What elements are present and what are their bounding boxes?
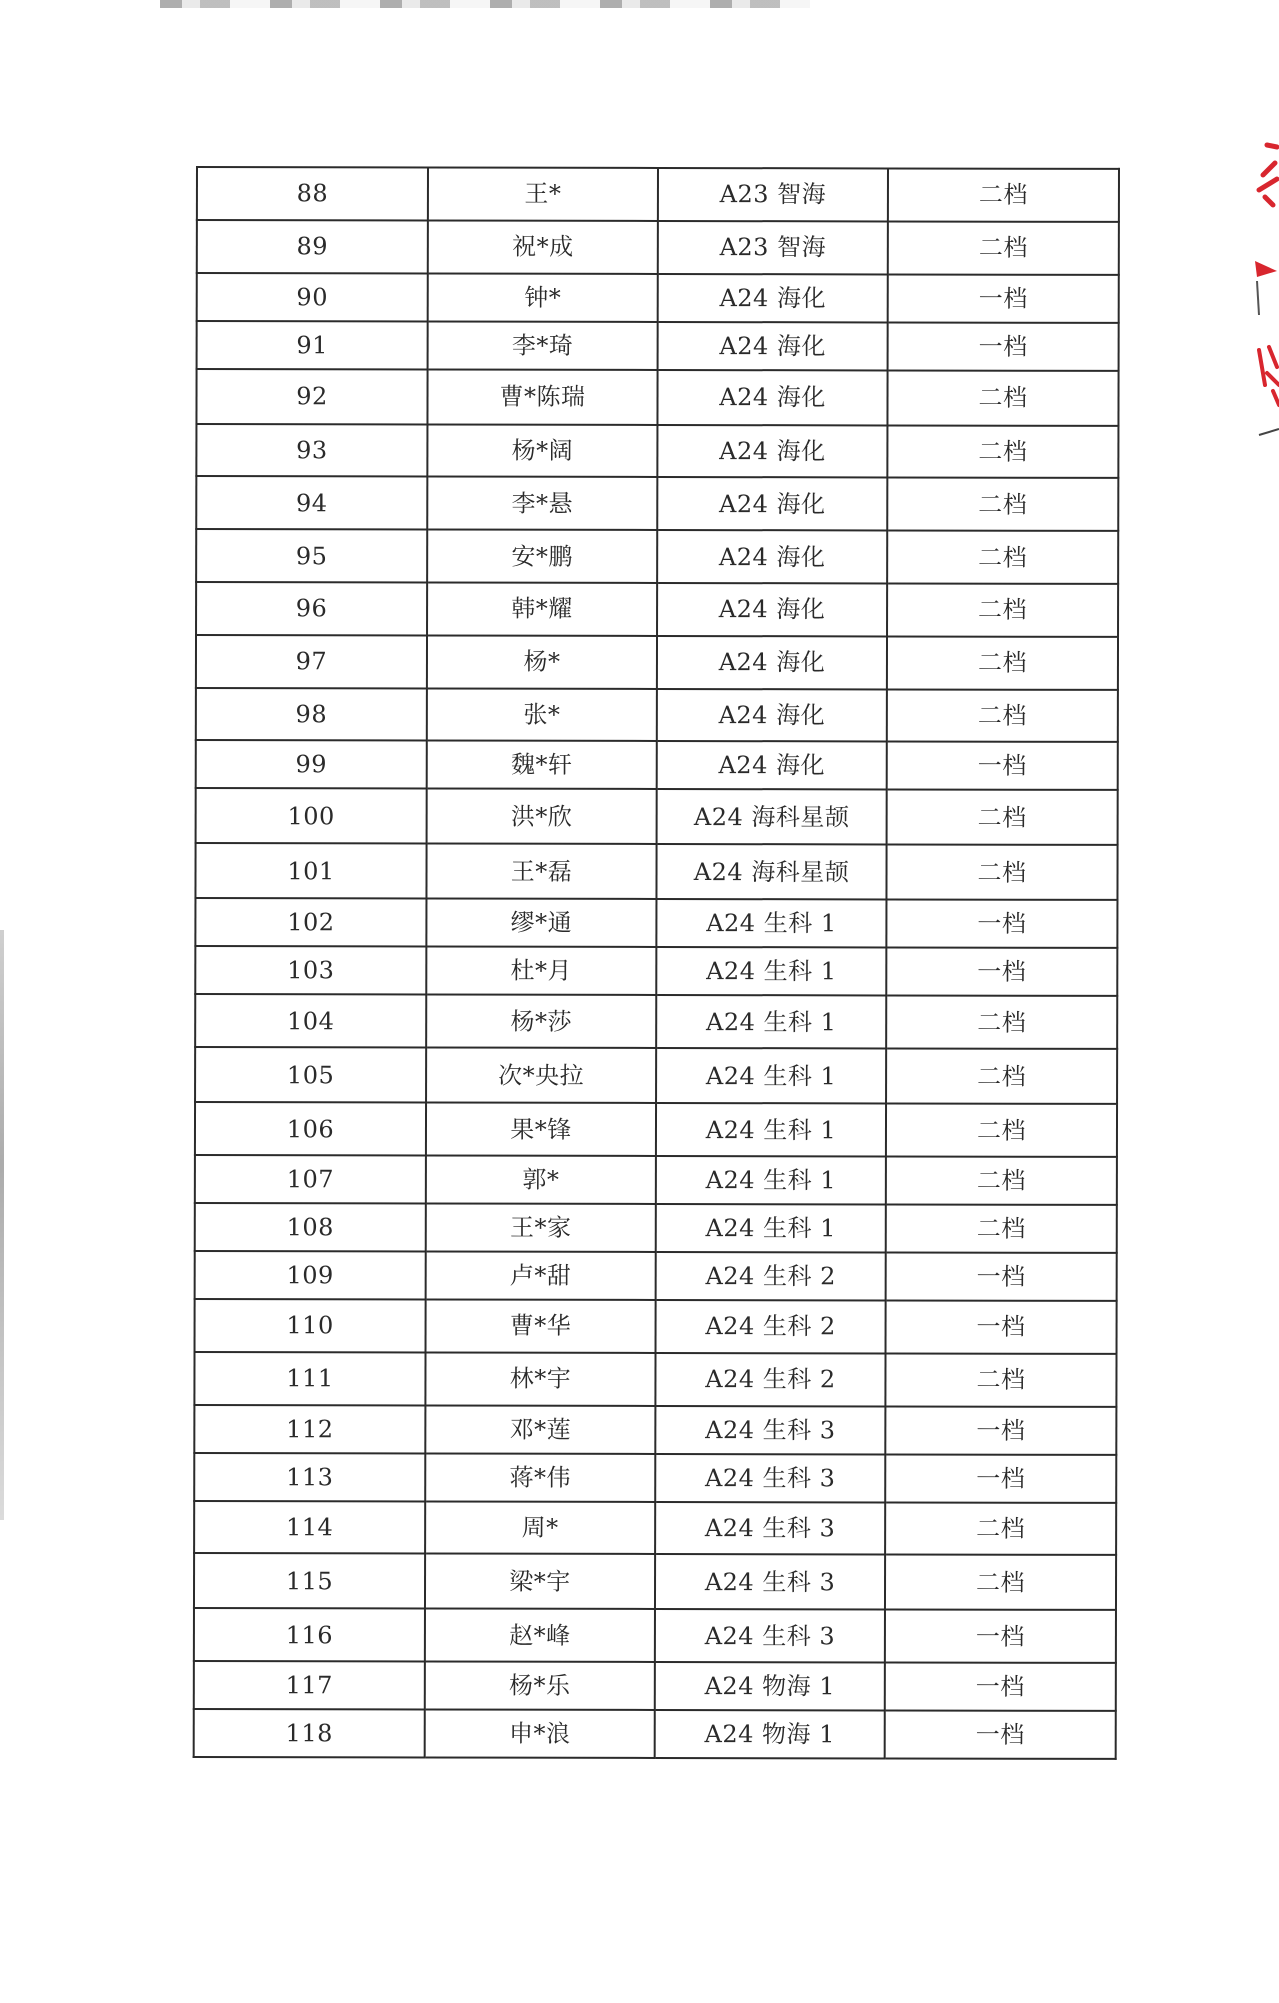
student-name-cell: 李*悬	[427, 477, 657, 530]
student-name-cell: 杨*乐	[425, 1662, 655, 1710]
row-number-cell: 93	[196, 424, 427, 477]
level-cell: 二档	[886, 845, 1117, 900]
class-cell: A24 物海 1	[655, 1710, 885, 1758]
level-cell: 二档	[886, 1104, 1117, 1157]
student-name-cell: 邓*莲	[425, 1405, 655, 1453]
table-row	[194, 1608, 1116, 1663]
class-cell: A24 生科 3	[655, 1554, 885, 1609]
class-cell: A24 海科星颉	[657, 789, 887, 844]
row-number-cell: 96	[196, 582, 427, 635]
class-cell: A24 生科 2	[656, 1252, 886, 1300]
row-number-cell: 104	[195, 994, 426, 1047]
row-number-cell: 97	[196, 635, 427, 688]
table-row	[194, 1352, 1116, 1407]
row-number-cell: 102	[195, 898, 426, 946]
student-name-cell: 赵*峰	[425, 1609, 655, 1662]
level-cell: 一档	[886, 948, 1117, 996]
table-body	[194, 167, 1119, 1759]
row-number-cell: 117	[194, 1661, 425, 1709]
class-cell: A24 生科 2	[656, 1300, 886, 1353]
row-number-cell: 92	[196, 369, 427, 424]
level-cell: 二档	[888, 168, 1119, 221]
level-cell: 一档	[885, 1406, 1116, 1454]
table-row	[195, 898, 1117, 948]
row-number-cell: 115	[194, 1553, 425, 1608]
table-row	[195, 1047, 1117, 1104]
class-cell: A23 智海	[658, 221, 888, 274]
class-cell: A24 海化	[658, 274, 888, 322]
page-edge-shadow	[0, 930, 4, 1520]
row-number-cell: 108	[195, 1203, 426, 1251]
class-cell: A24 生科 3	[655, 1454, 885, 1502]
student-name-cell: 梁*宇	[425, 1554, 655, 1609]
class-cell: A24 生科 1	[656, 1048, 886, 1103]
row-number-cell: 94	[196, 476, 427, 529]
row-number-cell: 105	[195, 1047, 426, 1102]
class-cell: A24 海科星颉	[656, 844, 886, 899]
table-row	[197, 321, 1119, 371]
row-number-cell: 118	[194, 1709, 425, 1757]
table-row	[196, 740, 1118, 790]
row-number-cell: 106	[195, 1102, 426, 1155]
table-row	[194, 1453, 1116, 1503]
row-number-cell: 114	[194, 1501, 425, 1554]
student-name-cell: 杨*	[427, 635, 657, 688]
student-name-cell: 祝*成	[428, 220, 658, 273]
student-name-cell: 缪*通	[426, 899, 656, 947]
table-row	[196, 476, 1118, 531]
row-number-cell: 110	[195, 1299, 426, 1352]
student-name-cell: 卢*甜	[426, 1251, 656, 1299]
student-name-cell: 申*浪	[425, 1710, 655, 1758]
class-cell: A24 生科 3	[655, 1502, 885, 1555]
level-cell: 二档	[887, 370, 1118, 425]
class-cell: A24 生科 3	[655, 1609, 885, 1662]
student-name-cell: 郭*	[426, 1155, 656, 1203]
row-number-cell: 99	[196, 740, 427, 788]
level-cell: 二档	[885, 1502, 1116, 1555]
level-cell: 二档	[887, 689, 1118, 742]
table-row	[195, 843, 1117, 900]
student-name-cell: 王*磊	[426, 844, 656, 899]
student-name-cell: 魏*轩	[427, 741, 657, 789]
table-row	[195, 1203, 1117, 1253]
table-row	[196, 369, 1118, 426]
row-number-cell: 88	[197, 167, 428, 220]
level-cell: 一档	[885, 1454, 1116, 1502]
student-name-cell: 果*锋	[426, 1103, 656, 1156]
level-cell: 二档	[886, 1204, 1117, 1252]
student-name-cell: 王*家	[426, 1203, 656, 1251]
row-number-cell: 103	[195, 946, 426, 994]
row-number-cell: 100	[196, 788, 427, 843]
level-cell: 二档	[886, 1049, 1117, 1104]
table-row	[197, 273, 1119, 323]
row-number-cell: 89	[197, 220, 428, 273]
student-name-cell: 安*鹏	[427, 530, 657, 583]
level-cell: 一档	[888, 322, 1119, 370]
class-cell: A24 生科 1	[656, 995, 886, 1048]
class-cell: A24 物海 1	[655, 1662, 885, 1710]
row-number-cell: 95	[196, 529, 427, 582]
table-row	[197, 167, 1119, 222]
row-number-cell: 98	[196, 688, 427, 741]
student-name-cell: 李*琦	[428, 321, 658, 369]
class-cell: A24 生科 2	[655, 1353, 885, 1406]
row-number-cell: 109	[195, 1251, 426, 1299]
student-name-cell: 杜*月	[426, 947, 656, 995]
scholarship-list-table	[193, 166, 1120, 1760]
level-cell: 一档	[887, 742, 1118, 790]
class-cell: A24 海化	[657, 530, 887, 583]
row-number-cell: 116	[194, 1608, 425, 1661]
row-number-cell: 107	[195, 1155, 426, 1203]
table-row	[195, 1155, 1117, 1205]
student-name-cell: 韩*耀	[427, 582, 657, 635]
row-number-cell: 113	[194, 1453, 425, 1501]
table-row	[196, 529, 1118, 584]
student-name-cell: 洪*欣	[427, 789, 657, 844]
row-number-cell: 111	[194, 1352, 425, 1405]
row-number-cell: 101	[195, 843, 426, 898]
level-cell: 二档	[885, 1555, 1116, 1610]
class-cell: A23 智海	[658, 168, 888, 221]
class-cell: A24 海化	[657, 477, 887, 530]
level-cell: 一档	[885, 1610, 1116, 1663]
level-cell: 二档	[887, 478, 1118, 531]
class-cell: A24 海化	[657, 689, 887, 742]
level-cell: 二档	[886, 996, 1117, 1049]
table-row	[196, 582, 1118, 637]
table-row	[195, 1251, 1117, 1301]
table-row	[196, 635, 1118, 690]
scan-artifact-top	[160, 0, 810, 8]
class-cell: A24 生科 3	[655, 1406, 885, 1454]
table-row	[194, 1553, 1116, 1610]
level-cell: 二档	[887, 790, 1118, 845]
class-cell: A24 海化	[657, 583, 887, 636]
table-row	[194, 1709, 1116, 1759]
student-name-cell: 蒋*伟	[425, 1453, 655, 1501]
student-name-cell: 杨*莎	[426, 995, 656, 1048]
level-cell: 二档	[886, 1156, 1117, 1204]
table-row	[194, 1661, 1116, 1711]
student-name-cell: 曹*陈瑞	[427, 369, 657, 424]
student-name-cell: 曹*华	[426, 1299, 656, 1352]
table-row	[196, 788, 1118, 845]
table-row	[194, 1501, 1116, 1556]
class-cell: A24 生科 1	[656, 947, 886, 995]
red-stamp-fragment	[1229, 135, 1279, 445]
level-cell: 一档	[888, 274, 1119, 322]
level-cell: 一档	[885, 1711, 1116, 1759]
student-name-cell: 周*	[425, 1501, 655, 1554]
class-cell: A24 海化	[657, 636, 887, 689]
class-cell: A24 海化	[657, 741, 887, 789]
class-cell: A24 生科 1	[656, 1204, 886, 1252]
level-cell: 二档	[888, 221, 1119, 274]
level-cell: 二档	[885, 1353, 1116, 1406]
level-cell: 一档	[885, 1663, 1116, 1711]
class-cell: A24 海化	[657, 370, 887, 425]
level-cell: 一档	[886, 900, 1117, 948]
level-cell: 二档	[887, 636, 1118, 689]
row-number-cell: 112	[194, 1405, 425, 1453]
table-row	[196, 424, 1118, 479]
table-row	[196, 688, 1118, 743]
class-cell: A24 生科 1	[656, 899, 886, 947]
row-number-cell: 91	[197, 321, 428, 369]
student-name-cell: 王*	[428, 167, 658, 220]
level-cell: 二档	[887, 583, 1118, 636]
student-name-cell: 杨*阔	[427, 424, 657, 477]
table-row	[194, 1405, 1116, 1455]
level-cell: 一档	[886, 1300, 1117, 1353]
student-name-cell: 林*宇	[425, 1352, 655, 1405]
class-cell: A24 海化	[657, 425, 887, 478]
class-cell: A24 海化	[658, 322, 888, 370]
table-row	[195, 994, 1117, 1049]
table-row	[197, 220, 1119, 275]
student-name-cell: 张*	[427, 688, 657, 741]
table-row	[195, 1299, 1117, 1354]
table-row	[195, 946, 1117, 996]
student-name-cell: 钟*	[428, 273, 658, 321]
row-number-cell: 90	[197, 273, 428, 321]
student-name-cell: 次*央拉	[426, 1048, 656, 1103]
level-cell: 二档	[887, 425, 1118, 478]
class-cell: A24 生科 1	[656, 1103, 886, 1156]
level-cell: 二档	[887, 531, 1118, 584]
level-cell: 一档	[886, 1252, 1117, 1300]
class-cell: A24 生科 1	[656, 1156, 886, 1204]
table-row	[195, 1102, 1117, 1157]
